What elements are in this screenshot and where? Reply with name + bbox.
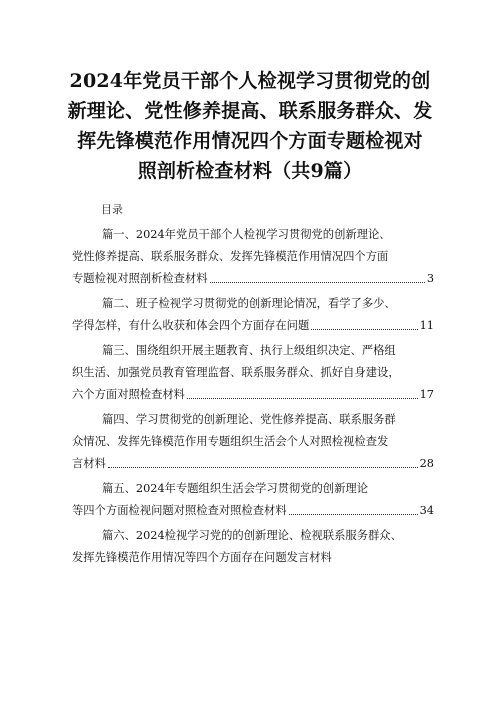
dot-leader bbox=[108, 453, 418, 468]
toc-entry-2[interactable] bbox=[72, 293, 434, 337]
toc-entry-text: 织生活、加强党员教育管理监督、联系服务群众、抓好自身建设， bbox=[72, 366, 400, 379]
toc-entry-3[interactable] bbox=[72, 340, 434, 406]
toc-entry-text: 专题检视对照剖析检查材料 bbox=[72, 272, 208, 285]
dot-leader bbox=[210, 268, 425, 283]
toc-entry-text: 篇一、2024年党员干部个人检视学习贯彻党的创新理论、 bbox=[102, 228, 391, 241]
toc-page-number: 17 bbox=[419, 388, 434, 401]
toc-entry-text: 六个方面对照检查材料 bbox=[72, 388, 185, 401]
toc-entry-4[interactable] bbox=[72, 409, 434, 475]
toc-entry-text: 篇五、2024年专题组织生活会学习贯彻党的创新理论 bbox=[102, 482, 368, 495]
dot-leader bbox=[311, 315, 417, 330]
toc-entry-text: 篇六、2024检视学习党的的创新理论、检视联系服务群众、 bbox=[102, 529, 402, 542]
toc-entry-text: 言材料 bbox=[72, 457, 106, 470]
title-line: 照剖析检查材料（共9篇） bbox=[137, 160, 363, 182]
title-line: 挥先锋模范作用情况四个方面专题检视对 bbox=[77, 130, 423, 152]
toc-entry-text: 众情况、发挥先锋模范作用专题组织生活会个人对照检视检查发 bbox=[72, 435, 389, 448]
toc-entry-text: 篇四、学习贯彻党的创新理论、党性修养提高、联系服务群 bbox=[102, 413, 396, 426]
dot-leader bbox=[289, 500, 418, 515]
toc-entry-text: 学得怎样，有什么收获和体会四个方面存在问题 bbox=[72, 319, 310, 332]
toc-page-number: 28 bbox=[419, 457, 434, 470]
toc-entry-6[interactable] bbox=[72, 525, 434, 569]
document-title bbox=[60, 66, 440, 186]
toc-page-number: 34 bbox=[419, 504, 434, 517]
toc-entry-text: 党性修养提高、联系服务群众、发挥先锋模范作用情况四个方面 bbox=[72, 250, 389, 263]
toc-page-number: 3 bbox=[426, 272, 434, 285]
title-line: 2024年党员干部个人检视学习贯彻党的创 bbox=[69, 70, 431, 92]
toc-entry-text: 篇三、围绕组织开展主题教育、执行上级组织决定、严格组 bbox=[102, 344, 396, 357]
toc-entry-text: 发挥先锋模范作用情况等四个方面存在问题发言材料 bbox=[72, 551, 332, 564]
toc-page-number: 11 bbox=[419, 319, 434, 332]
toc-entry-1[interactable] bbox=[72, 224, 434, 290]
table-of-contents bbox=[72, 224, 434, 569]
toc-entry-5[interactable] bbox=[72, 478, 434, 522]
toc-heading: 目录 bbox=[101, 203, 123, 216]
dot-leader bbox=[187, 384, 418, 399]
title-line: 新理论、党性修养提高、联系服务群众、发 bbox=[67, 100, 433, 122]
toc-entry-text: 篇二、班子检视学习贯彻党的创新理论情况，看学了多少、 bbox=[102, 297, 396, 310]
toc-entry-text: 等四个方面检视问题对照检查对照检查材料 bbox=[72, 504, 287, 517]
